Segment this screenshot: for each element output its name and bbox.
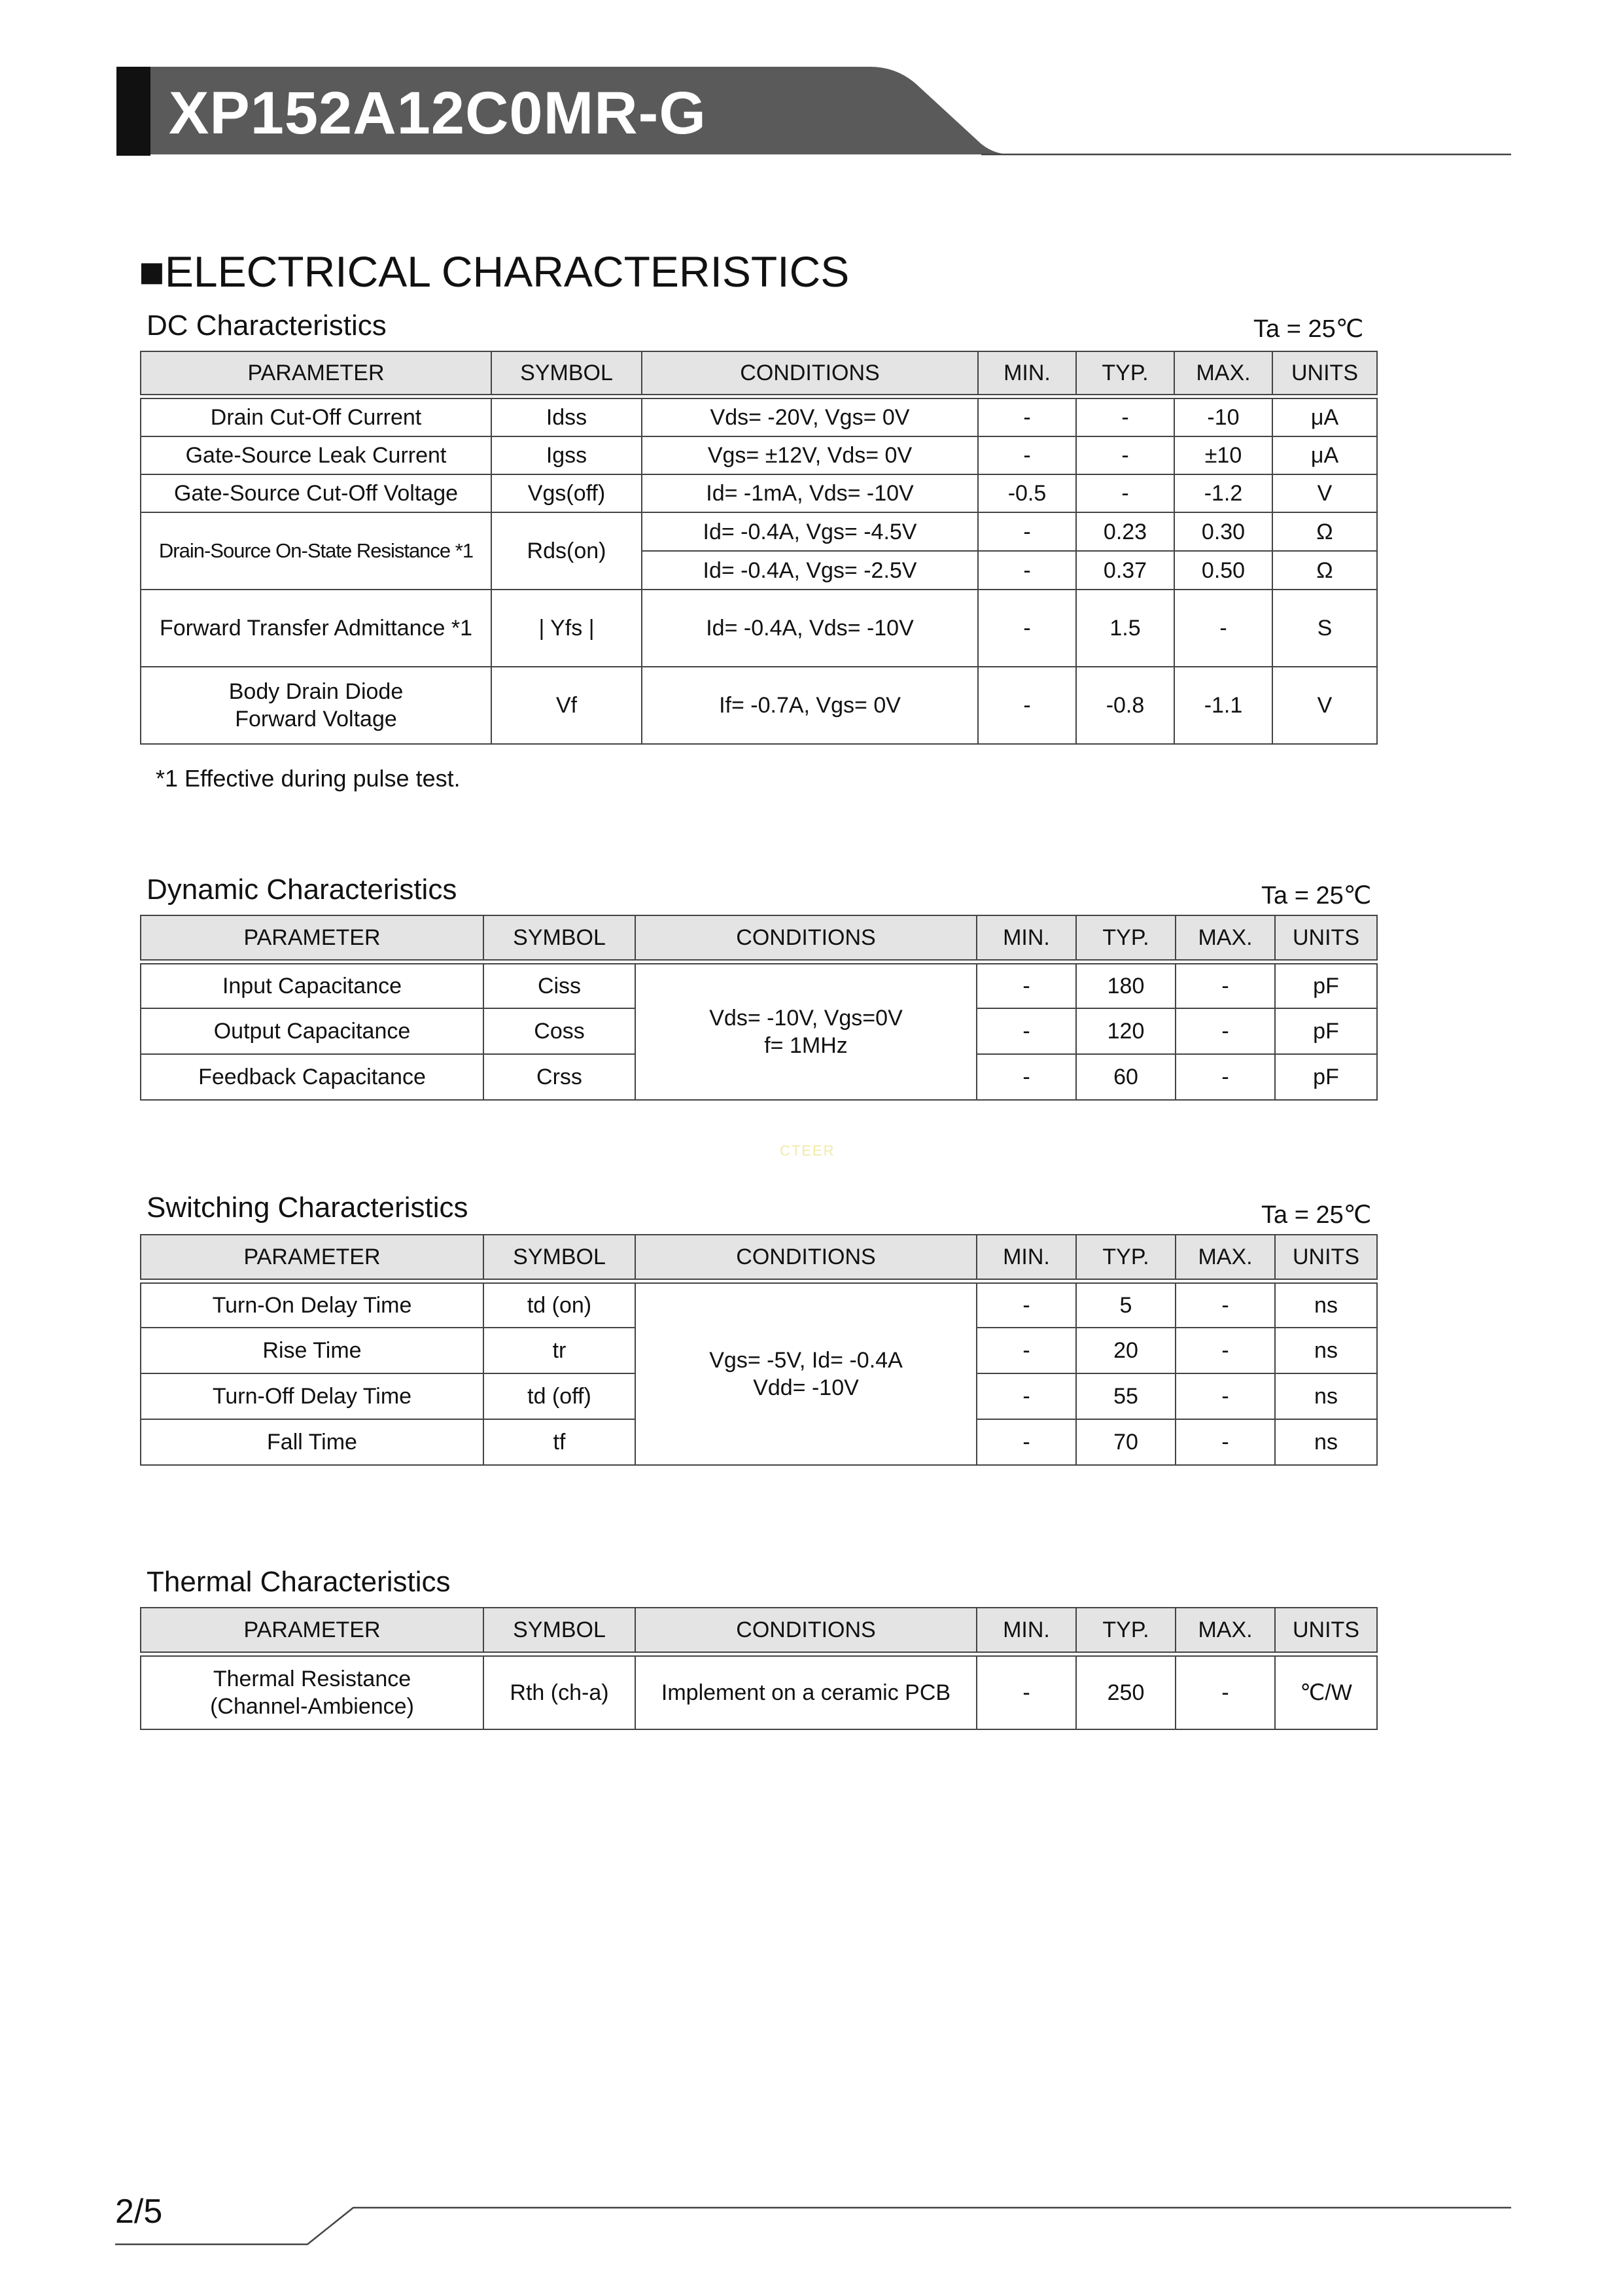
page-number: 2/5 xyxy=(115,2193,163,2231)
switching-header-row: PARAMETER SYMBOL CONDITIONS MIN. TYP. MAX. UNITS xyxy=(141,1235,1377,1279)
table-row: Output Capacitance Coss - 120 - pF xyxy=(141,1008,1377,1054)
dynamic-title: Dynamic Characteristics xyxy=(147,874,457,906)
col-units: UNITS xyxy=(1272,351,1377,395)
dc-ambient: Ta = 25℃ xyxy=(1253,315,1364,343)
thermal-title: Thermal Characteristics xyxy=(147,1566,451,1598)
table-row: Drain-Source On-State Resistance *1 Rds(on) Id= -0.4A, Vgs= -4.5V - 0.23 0.30 Ω xyxy=(141,512,1377,551)
switching-conditions: Vgs= -5V, Id= -0.4A Vdd= -10V xyxy=(635,1283,977,1465)
table-row: Feedback Capacitance Crss - 60 - pF xyxy=(141,1054,1377,1100)
thermal-header-row: PARAMETER SYMBOL CONDITIONS MIN. TYP. MAX. UNITS xyxy=(141,1608,1377,1652)
col-typ: TYP. xyxy=(1076,351,1174,395)
col-conditions: CONDITIONS xyxy=(642,351,978,395)
table-row: Drain Cut-Off Current Idss Vds= -20V, Vgs= 0V - - -10 μA xyxy=(141,398,1377,436)
col-symbol: SYMBOL xyxy=(491,351,642,395)
table-row: Fall Time tf - 70 - ns xyxy=(141,1419,1377,1465)
pulse-test-note: *1 Effective during pulse test. xyxy=(156,765,461,792)
switching-title: Switching Characteristics xyxy=(147,1192,468,1224)
thermal-table xyxy=(140,1607,1378,1730)
table-row: Turn-On Delay Time td (on) Vgs= -5V, Id= -0.4A Vdd= -10V - 5 - ns xyxy=(141,1283,1377,1328)
col-min: MIN. xyxy=(978,351,1076,395)
dynamic-header-row: PARAMETER SYMBOL CONDITIONS MIN. TYP. MAX. UNITS xyxy=(141,915,1377,960)
header-black-tab xyxy=(116,67,150,156)
table-row: Gate-Source Leak Current Igss Vgs= ±12V, Vds= 0V - - ±10 μA xyxy=(141,436,1377,474)
dynamic-ambient: Ta = 25℃ xyxy=(1261,882,1372,910)
col-max: MAX. xyxy=(1174,351,1272,395)
section-title: ■ELECTRICAL CHARACTERISTICS xyxy=(139,247,850,296)
col-parameter: PARAMETER xyxy=(141,351,491,395)
switching-ambient: Ta = 25℃ xyxy=(1261,1201,1372,1229)
dynamic-conditions: Vds= -10V, Vgs=0V f= 1MHz xyxy=(635,964,977,1100)
dc-header-row xyxy=(141,351,1377,395)
table-row: Forward Transfer Admittance *1 | Yfs | Id= -0.4A, Vds= -10V - 1.5 - S xyxy=(141,590,1377,667)
table-row: Turn-Off Delay Time td (off) - 55 - ns xyxy=(141,1373,1377,1419)
footer-rule xyxy=(0,2199,1623,2251)
switching-table xyxy=(140,1234,1378,1466)
dynamic-table xyxy=(140,915,1378,1101)
table-row: Thermal Resistance (Channel-Ambience) Rth (ch-a) Implement on a ceramic PCB - 250 - ℃/W xyxy=(141,1656,1377,1729)
table-row: Input Capacitance Ciss Vds= -10V, Vgs=0V f= 1MHz - 180 - pF xyxy=(141,964,1377,1008)
table-row: Id= -0.4A, Vgs= -2.5V - 0.37 0.50 Ω xyxy=(141,551,1377,590)
watermark: CTEER xyxy=(780,1142,835,1159)
dc-table xyxy=(140,351,1378,745)
page-title: XP152A12C0MR-G xyxy=(169,80,707,147)
dc-title: DC Characteristics xyxy=(147,309,387,342)
table-row: Gate-Source Cut-Off Voltage Vgs(off) Id= -1mA, Vds= -10V -0.5 - -1.2 V xyxy=(141,474,1377,512)
table-row: Rise Time tr - 20 - ns xyxy=(141,1328,1377,1373)
table-row: Body Drain Diode Forward Voltage Vf If= -0.7A, Vgs= 0V - -0.8 -1.1 V xyxy=(141,667,1377,744)
